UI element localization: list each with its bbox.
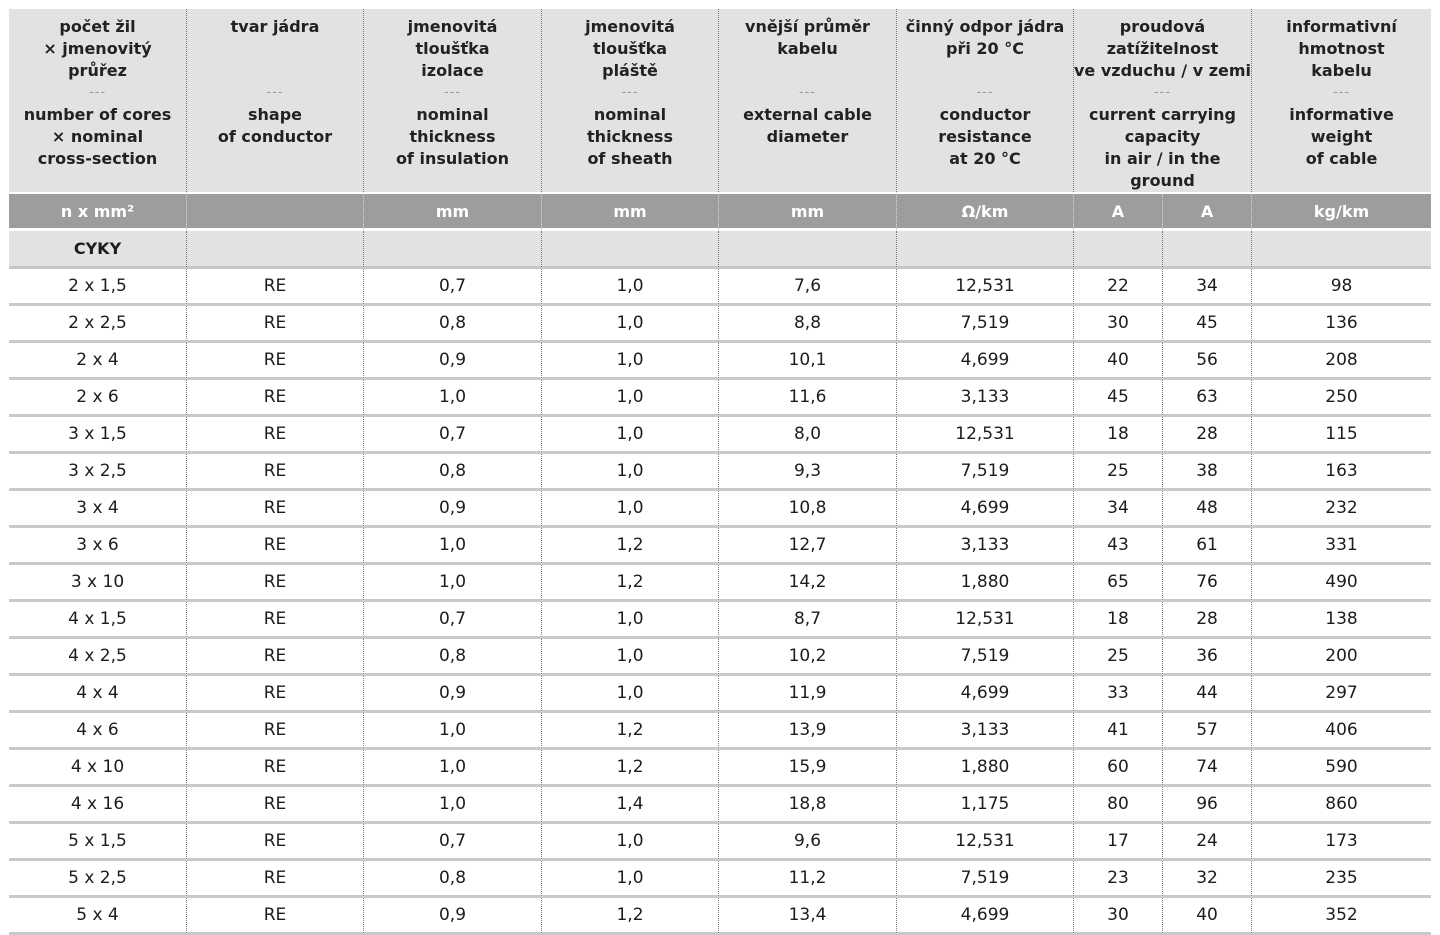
conductor-shape-cell: RE (187, 417, 364, 454)
group-empty-cell (364, 231, 542, 269)
table-row (9, 380, 1431, 417)
header-label-cz (542, 9, 718, 82)
group-row (9, 231, 1431, 269)
external-diameter-cell: 11,2 (719, 861, 897, 898)
external-diameter-cell: 7,6 (719, 269, 897, 306)
table-row (9, 417, 1431, 454)
conductor-resistance-cell: 4,699 (897, 343, 1074, 380)
current-air-cell: 22 (1074, 269, 1163, 306)
insulation-thickness-cell: 0,8 (364, 861, 542, 898)
current-ground-cell: 40 (1163, 898, 1252, 935)
current-ground-cell: 38 (1163, 454, 1252, 491)
conductor-resistance-cell: 3,133 (897, 380, 1074, 417)
cable-weight-cell: 98 (1252, 269, 1431, 306)
cable-weight-cell: 331 (1252, 528, 1431, 565)
table-row (9, 565, 1431, 602)
header-line-cz: proudová (1119, 17, 1206, 36)
header-line-cz: tloušťka (415, 39, 490, 58)
conductor-shape-cell: RE (187, 306, 364, 343)
header-line-en: nominal (593, 105, 667, 124)
header-line-cz: jmenovitá (407, 17, 498, 36)
cores-cross-section-cell: 4 x 6 (9, 713, 187, 750)
header-line-cz: hmotnost (1298, 39, 1385, 58)
header-weight (1252, 9, 1431, 194)
header-insulation (364, 9, 542, 194)
table-body (9, 231, 1431, 935)
header-line-en: cross-section (37, 149, 158, 168)
conductor-resistance-cell: 1,175 (897, 787, 1074, 824)
external-diameter-cell: 13,4 (719, 898, 897, 935)
table-row (9, 787, 1431, 824)
current-ground-cell: 34 (1163, 269, 1252, 306)
cores-cross-section-cell: 3 x 10 (9, 565, 187, 602)
unit-cell: Ω/km (897, 194, 1074, 231)
insulation-thickness-cell: 1,0 (364, 380, 542, 417)
conductor-shape-cell: RE (187, 269, 364, 306)
conductor-resistance-cell: 3,133 (897, 528, 1074, 565)
header-label-en (1252, 104, 1431, 170)
header-separator: --- (1332, 85, 1351, 100)
header-line-en: resistance (938, 127, 1032, 146)
insulation-thickness-cell: 0,8 (364, 454, 542, 491)
current-air-cell: 65 (1074, 565, 1163, 602)
table-row (9, 750, 1431, 787)
conductor-shape-cell: RE (187, 565, 364, 602)
cable-weight-cell: 200 (1252, 639, 1431, 676)
cable-weight-cell: 136 (1252, 306, 1431, 343)
conductor-resistance-cell: 7,519 (897, 861, 1074, 898)
header-line-en: number of cores (23, 105, 172, 124)
header-label-en (542, 104, 718, 170)
insulation-thickness-cell: 0,9 (364, 343, 542, 380)
table-row (9, 898, 1431, 935)
cable-weight-cell: 208 (1252, 343, 1431, 380)
current-air-cell: 43 (1074, 528, 1163, 565)
current-ground-cell: 61 (1163, 528, 1252, 565)
conductor-resistance-cell: 12,531 (897, 417, 1074, 454)
external-diameter-cell: 11,9 (719, 676, 897, 713)
cores-cross-section-cell: 3 x 1,5 (9, 417, 187, 454)
header-row (9, 9, 1431, 194)
unit-cell: mm (542, 194, 719, 231)
group-empty-cell (897, 231, 1074, 269)
current-ground-cell: 24 (1163, 824, 1252, 861)
conductor-resistance-cell: 3,133 (897, 713, 1074, 750)
sheath-thickness-cell: 1,2 (542, 528, 719, 565)
conductor-shape-cell: RE (187, 750, 364, 787)
header-line-cz: × jmenovitý (43, 39, 152, 58)
sheath-thickness-cell: 1,0 (542, 343, 719, 380)
header-line-cz: tvar jádra (230, 17, 320, 36)
conductor-shape-cell: RE (187, 491, 364, 528)
header-line-en: nominal (416, 105, 489, 124)
current-ground-cell: 45 (1163, 306, 1252, 343)
cable-weight-cell: 490 (1252, 565, 1431, 602)
table-row (9, 454, 1431, 491)
unit-cell: mm (719, 194, 897, 231)
header-label-en (719, 104, 896, 148)
current-ground-cell: 32 (1163, 861, 1252, 898)
insulation-thickness-cell: 0,8 (364, 306, 542, 343)
unit-cell: kg/km (1252, 194, 1431, 231)
current-air-cell: 33 (1074, 676, 1163, 713)
header-separator: --- (443, 85, 462, 100)
table-row (9, 306, 1431, 343)
external-diameter-cell: 10,1 (719, 343, 897, 380)
header-line-en: of sheath (587, 149, 673, 168)
header-separator: --- (88, 85, 107, 100)
current-air-cell: 25 (1074, 639, 1163, 676)
header-cores (9, 9, 187, 194)
current-air-cell: 80 (1074, 787, 1163, 824)
header-line-cz: pláště (602, 61, 658, 80)
cable-weight-cell: 115 (1252, 417, 1431, 454)
external-diameter-cell: 15,9 (719, 750, 897, 787)
header-line-cz: kabelu (777, 39, 838, 58)
current-ground-cell: 48 (1163, 491, 1252, 528)
current-air-cell: 41 (1074, 713, 1163, 750)
conductor-shape-cell: RE (187, 380, 364, 417)
header-separator: --- (266, 85, 284, 100)
insulation-thickness-cell: 0,9 (364, 676, 542, 713)
header-line-cz: informativní (1286, 17, 1397, 36)
cable-weight-cell: 235 (1252, 861, 1431, 898)
header-line-en: at 20 °C (949, 149, 1021, 168)
units-row (9, 194, 1431, 231)
external-diameter-cell: 18,8 (719, 787, 897, 824)
sheath-thickness-cell: 1,0 (542, 269, 719, 306)
cable-spec-table (9, 9, 1431, 935)
conductor-shape-cell: RE (187, 676, 364, 713)
cores-cross-section-cell: 4 x 16 (9, 787, 187, 824)
header-label-cz (1074, 9, 1251, 82)
conductor-shape-cell: RE (187, 713, 364, 750)
header-label-en (364, 104, 541, 170)
conductor-resistance-cell: 4,699 (897, 676, 1074, 713)
header-line-cz: ve vzduchu / v zemi (1074, 61, 1252, 80)
header-label-cz (1252, 9, 1431, 82)
group-label: CYKY (9, 231, 187, 269)
conductor-resistance-cell: 7,519 (897, 639, 1074, 676)
table-row (9, 602, 1431, 639)
conductor-shape-cell: RE (187, 787, 364, 824)
table-row (9, 269, 1431, 306)
external-diameter-cell: 8,8 (719, 306, 897, 343)
unit-cell: n x mm² (9, 194, 187, 231)
current-air-cell: 60 (1074, 750, 1163, 787)
sheath-thickness-cell: 1,0 (542, 380, 719, 417)
cores-cross-section-cell: 4 x 2,5 (9, 639, 187, 676)
header-line-cz: tloušťka (592, 39, 668, 58)
current-air-cell: 17 (1074, 824, 1163, 861)
cable-weight-cell: 138 (1252, 602, 1431, 639)
conductor-resistance-cell: 1,880 (897, 750, 1074, 787)
cable-weight-cell: 232 (1252, 491, 1431, 528)
conductor-resistance-cell: 7,519 (897, 306, 1074, 343)
table-row (9, 824, 1431, 861)
current-ground-cell: 57 (1163, 713, 1252, 750)
sheath-thickness-cell: 1,0 (542, 861, 719, 898)
header-separator: --- (1153, 85, 1172, 100)
header-line-cz: izolace (421, 61, 484, 80)
table-row (9, 491, 1431, 528)
group-empty-cell (1252, 231, 1431, 269)
header-line-en: thickness (587, 127, 673, 146)
header-line-en: of conductor (217, 127, 333, 146)
table-row (9, 639, 1431, 676)
current-air-cell: 18 (1074, 417, 1163, 454)
current-air-cell: 25 (1074, 454, 1163, 491)
header-separator: --- (976, 85, 994, 100)
header-label-cz (897, 9, 1073, 82)
cable-weight-cell: 860 (1252, 787, 1431, 824)
cable-weight-cell: 163 (1252, 454, 1431, 491)
header-line-cz: jmenovitá (585, 17, 675, 36)
conductor-shape-cell: RE (187, 528, 364, 565)
external-diameter-cell: 12,7 (719, 528, 897, 565)
header-line-en: weight (1310, 127, 1373, 146)
external-diameter-cell: 9,6 (719, 824, 897, 861)
header-line-en: shape (247, 105, 302, 124)
group-empty-cell (187, 231, 364, 269)
cable-weight-cell: 297 (1252, 676, 1431, 713)
header-line-en: of insulation (395, 149, 510, 168)
sheath-thickness-cell: 1,0 (542, 454, 719, 491)
conductor-shape-cell: RE (187, 861, 364, 898)
table-row (9, 676, 1431, 713)
sheath-thickness-cell: 1,2 (542, 713, 719, 750)
external-diameter-cell: 8,7 (719, 602, 897, 639)
header-label-en (897, 104, 1073, 170)
sheath-thickness-cell: 1,0 (542, 491, 719, 528)
cores-cross-section-cell: 3 x 2,5 (9, 454, 187, 491)
current-ground-cell: 96 (1163, 787, 1252, 824)
conductor-shape-cell: RE (187, 639, 364, 676)
header-current-capacity (1074, 9, 1252, 194)
header-line-en: capacity (1124, 127, 1201, 146)
header-label-en (9, 104, 186, 170)
cable-weight-cell: 590 (1252, 750, 1431, 787)
conductor-shape-cell: RE (187, 602, 364, 639)
conductor-shape-cell: RE (187, 454, 364, 491)
header-label-en (187, 104, 363, 148)
header-line-en: conductor (939, 105, 1031, 124)
table-row (9, 528, 1431, 565)
header-label-cz (9, 9, 186, 82)
insulation-thickness-cell: 0,7 (364, 824, 542, 861)
conductor-shape-cell: RE (187, 898, 364, 935)
header-line-en: informative (1289, 105, 1394, 124)
cores-cross-section-cell: 4 x 1,5 (9, 602, 187, 639)
header-line-cz: počet žil (59, 17, 136, 36)
group-empty-cell (1163, 231, 1252, 269)
conductor-resistance-cell: 12,531 (897, 269, 1074, 306)
sheath-thickness-cell: 1,4 (542, 787, 719, 824)
external-diameter-cell: 11,6 (719, 380, 897, 417)
cores-cross-section-cell: 4 x 4 (9, 676, 187, 713)
cores-cross-section-cell: 4 x 10 (9, 750, 187, 787)
current-ground-cell: 28 (1163, 417, 1252, 454)
insulation-thickness-cell: 0,9 (364, 491, 542, 528)
cores-cross-section-cell: 5 x 1,5 (9, 824, 187, 861)
current-air-cell: 40 (1074, 343, 1163, 380)
cores-cross-section-cell: 2 x 4 (9, 343, 187, 380)
header-line-en: external cable (743, 105, 872, 124)
group-empty-cell (542, 231, 719, 269)
header-line-cz: průřez (68, 61, 127, 80)
cable-weight-cell: 352 (1252, 898, 1431, 935)
sheath-thickness-cell: 1,0 (542, 602, 719, 639)
header-diameter (719, 9, 897, 194)
external-diameter-cell: 10,2 (719, 639, 897, 676)
unit-cell: A (1074, 194, 1163, 231)
header-resistance (897, 9, 1074, 194)
table-row (9, 343, 1431, 380)
cores-cross-section-cell: 3 x 6 (9, 528, 187, 565)
insulation-thickness-cell: 0,9 (364, 898, 542, 935)
cores-cross-section-cell: 2 x 1,5 (9, 269, 187, 306)
current-ground-cell: 63 (1163, 380, 1252, 417)
sheath-thickness-cell: 1,0 (542, 306, 719, 343)
insulation-thickness-cell: 0,7 (364, 269, 542, 306)
current-ground-cell: 44 (1163, 676, 1252, 713)
insulation-thickness-cell: 1,0 (364, 565, 542, 602)
external-diameter-cell: 10,8 (719, 491, 897, 528)
external-diameter-cell: 8,0 (719, 417, 897, 454)
cores-cross-section-cell: 5 x 4 (9, 898, 187, 935)
sheath-thickness-cell: 1,0 (542, 824, 719, 861)
unit-cell (187, 194, 364, 231)
header-line-cz: vnější průměr (745, 17, 870, 36)
table-row (9, 713, 1431, 750)
header-label-cz (719, 9, 896, 82)
sheath-thickness-cell: 1,0 (542, 417, 719, 454)
insulation-thickness-cell: 0,7 (364, 417, 542, 454)
insulation-thickness-cell: 0,8 (364, 639, 542, 676)
sheath-thickness-cell: 1,2 (542, 565, 719, 602)
cores-cross-section-cell: 2 x 6 (9, 380, 187, 417)
current-ground-cell: 56 (1163, 343, 1252, 380)
group-empty-cell (1074, 231, 1163, 269)
current-air-cell: 34 (1074, 491, 1163, 528)
conductor-resistance-cell: 4,699 (897, 898, 1074, 935)
header-line-cz: zatížitelnost (1106, 39, 1219, 58)
insulation-thickness-cell: 1,0 (364, 528, 542, 565)
header-sheath (542, 9, 719, 194)
cores-cross-section-cell: 5 x 2,5 (9, 861, 187, 898)
header-separator: --- (621, 85, 639, 100)
cable-weight-cell: 406 (1252, 713, 1431, 750)
header-line-en: thickness (409, 127, 496, 146)
conductor-resistance-cell: 12,531 (897, 824, 1074, 861)
group-empty-cell (719, 231, 897, 269)
header-label-cz (187, 9, 363, 82)
external-diameter-cell: 14,2 (719, 565, 897, 602)
insulation-thickness-cell: 1,0 (364, 750, 542, 787)
cores-cross-section-cell: 3 x 4 (9, 491, 187, 528)
current-ground-cell: 28 (1163, 602, 1252, 639)
current-air-cell: 30 (1074, 898, 1163, 935)
current-air-cell: 18 (1074, 602, 1163, 639)
table-row (9, 861, 1431, 898)
sheath-thickness-cell: 1,0 (542, 639, 719, 676)
cable-weight-cell: 250 (1252, 380, 1431, 417)
header-line-cz: činný odpor jádra (905, 17, 1065, 36)
header-shape (187, 9, 364, 194)
external-diameter-cell: 9,3 (719, 454, 897, 491)
sheath-thickness-cell: 1,0 (542, 676, 719, 713)
header-line-cz: při 20 °C (946, 39, 1024, 58)
current-ground-cell: 76 (1163, 565, 1252, 602)
cable-weight-cell: 173 (1252, 824, 1431, 861)
header-line-en: in air / in the ground (1104, 149, 1221, 190)
external-diameter-cell: 13,9 (719, 713, 897, 750)
current-air-cell: 23 (1074, 861, 1163, 898)
insulation-thickness-cell: 0,7 (364, 602, 542, 639)
cores-cross-section-cell: 2 x 2,5 (9, 306, 187, 343)
unit-cell: mm (364, 194, 542, 231)
conductor-resistance-cell: 12,531 (897, 602, 1074, 639)
header-line-cz: kabelu (1311, 61, 1372, 80)
current-ground-cell: 36 (1163, 639, 1252, 676)
sheath-thickness-cell: 1,2 (542, 750, 719, 787)
current-air-cell: 30 (1074, 306, 1163, 343)
current-ground-cell: 74 (1163, 750, 1252, 787)
header-label-en (1074, 104, 1251, 192)
header-separator: --- (798, 85, 817, 100)
header-line-en: × nominal (51, 127, 144, 146)
conductor-resistance-cell: 7,519 (897, 454, 1074, 491)
header-line-en: of cable (1305, 149, 1378, 168)
header-label-cz (364, 9, 541, 82)
unit-cell: A (1163, 194, 1252, 231)
insulation-thickness-cell: 1,0 (364, 787, 542, 824)
insulation-thickness-cell: 1,0 (364, 713, 542, 750)
conductor-resistance-cell: 4,699 (897, 491, 1074, 528)
conductor-shape-cell: RE (187, 343, 364, 380)
cable-spec-table-container (9, 9, 1431, 935)
current-air-cell: 45 (1074, 380, 1163, 417)
conductor-resistance-cell: 1,880 (897, 565, 1074, 602)
sheath-thickness-cell: 1,2 (542, 898, 719, 935)
conductor-shape-cell: RE (187, 824, 364, 861)
header-line-en: diameter (766, 127, 849, 146)
header-line-en: current carrying (1089, 105, 1236, 124)
